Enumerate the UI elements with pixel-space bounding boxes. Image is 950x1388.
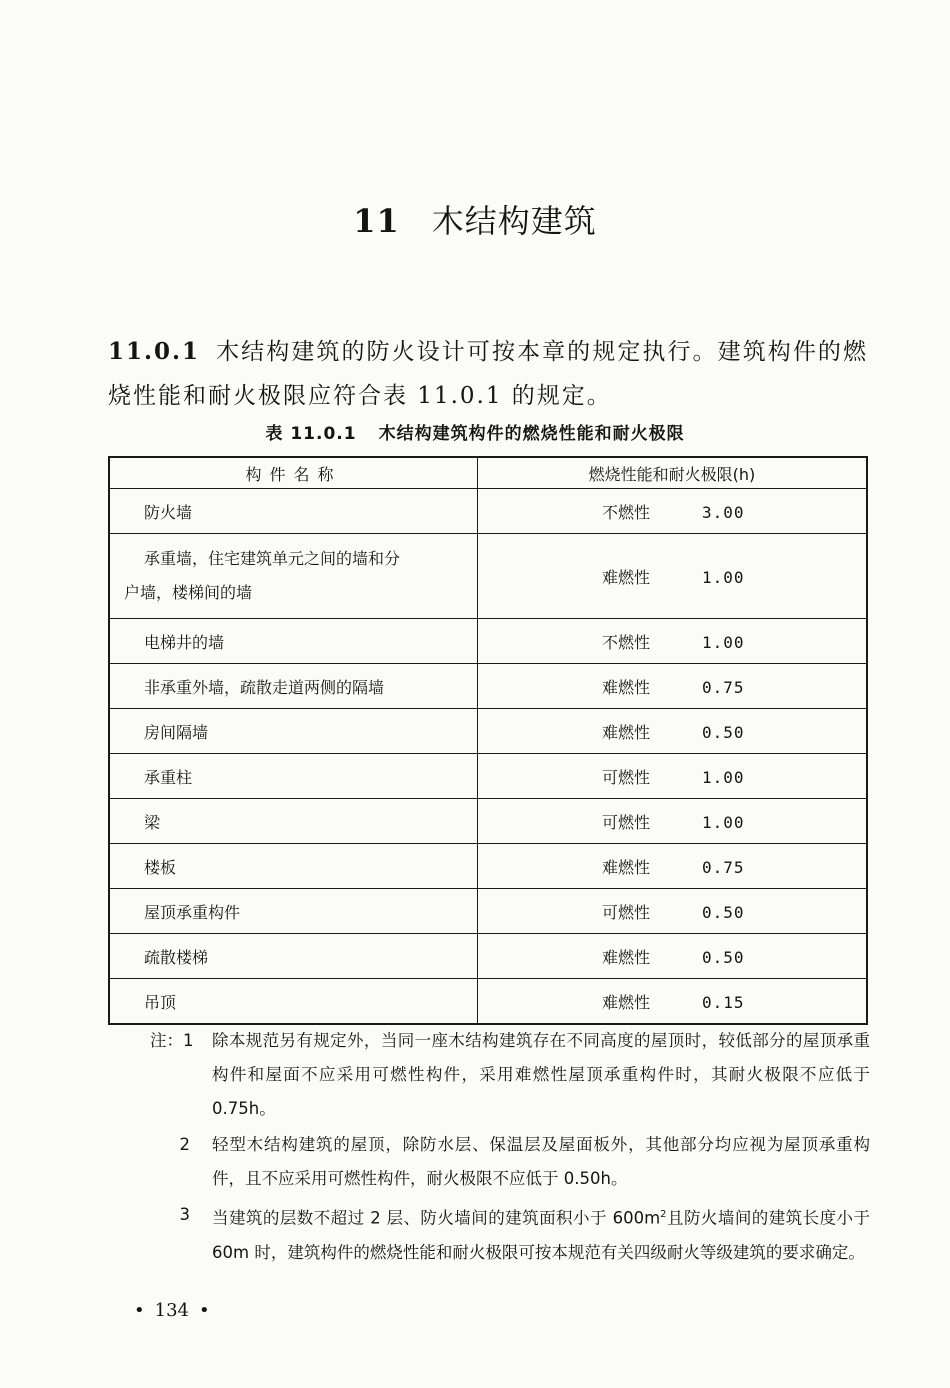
table-row [109,664,867,709]
combustibility-category: 难燃性 [602,947,651,967]
combustibility-category: 难燃性 [602,992,651,1012]
rating-cell [478,754,868,799]
rating-cell [478,489,868,534]
table-row [109,844,867,889]
chapter-name: 木结构建筑 [431,202,597,240]
component-name: 疏散楼梯 [109,934,478,979]
table-row [109,979,867,1025]
combustibility-category: 可燃性 [602,902,651,922]
fire-resistance-hours: 1.00 [702,567,745,587]
rating-cell [478,534,868,619]
fire-resistance-hours: 0.50 [702,902,745,922]
component-name: 防火墙 [109,489,478,534]
note-item [150,1128,870,1196]
table-row [109,799,867,844]
fire-resistance-hours: 0.75 [702,857,745,877]
component-name: 梁 [109,799,478,844]
note-item [150,1024,870,1126]
table-notes [150,1024,870,1270]
component-name: 承重柱 [109,754,478,799]
rating-cell [478,844,868,889]
table-row [109,709,867,754]
note-text: 轻型木结构建筑的屋顶，除防水层、保温层及屋面板外，其他部分均应视为屋顶承重构件，且不应采用可燃性构件，耐火极限不应低于 0.50h。 [212,1135,870,1188]
table-caption [0,419,950,444]
chapter-number: 11 [353,202,400,240]
component-name-line-2: 户墙，楼梯间的墙 [124,583,253,602]
component-name: 屋顶承重构件 [109,889,478,934]
page-bullet-right: • [198,1300,210,1321]
table-row [109,754,867,799]
rating-cell [478,979,868,1025]
combustibility-category: 难燃性 [602,677,651,697]
table-row [109,619,867,664]
rating-cell [478,934,868,979]
clause-text: 木结构建筑的防火设计可按本章的规定执行。建筑构件的燃烧性能和耐火极限应符合表 11.0.1 的规定。 [108,339,868,409]
clause-paragraph [108,330,868,418]
component-name: 楼板 [109,844,478,889]
fire-resistance-hours: 0.75 [702,677,745,697]
fire-rating-table [108,456,868,1025]
fire-resistance-hours: 0.15 [702,992,745,1012]
page-bullet-left: • [134,1300,145,1321]
rating-cell [478,709,868,754]
fire-resistance-hours: 0.50 [702,947,745,967]
note-text-after: 且防火墙间的建筑长度小于 60m 时，建筑构件的燃烧性能和耐火极限可按本规范有关四级耐火等级建筑的要求确定。 [212,1208,870,1262]
fire-resistance-hours: 3.00 [702,502,745,522]
note-label: 2 [179,1135,190,1154]
component-name: 房间隔墙 [109,709,478,754]
combustibility-category: 难燃性 [602,567,651,587]
header-fire-rating: 燃烧性能和耐火极限(h) [478,457,868,489]
combustibility-category: 难燃性 [602,722,651,742]
clause-number: 11.0.1 [108,338,201,365]
rating-cell [478,799,868,844]
note-text [212,1198,870,1270]
rating-cell [478,619,868,664]
combustibility-category: 可燃性 [602,767,651,787]
table-caption-number: 表 11.0.1 [265,424,357,444]
component-name [109,534,478,619]
fire-resistance-hours: 0.50 [702,722,745,742]
combustibility-category: 不燃性 [602,502,651,522]
header-component-name: 构件名称 [109,457,478,489]
component-name: 电梯井的墙 [109,619,478,664]
table-row [109,889,867,934]
rating-cell [478,889,868,934]
component-name-line-1: 承重墙，住宅建筑单元之间的墙和分 [144,549,401,568]
fire-resistance-hours: 1.00 [702,812,745,832]
component-name: 吊顶 [109,979,478,1025]
table-header-row [109,457,867,489]
table-row [109,489,867,534]
note-item [150,1198,870,1270]
note-label: 注：1 [150,1031,194,1050]
combustibility-category: 不燃性 [602,632,651,652]
table-row [109,534,867,619]
component-name: 非承重外墙，疏散走道两侧的隔墙 [109,664,478,709]
note-superscript: 2 [660,1209,667,1220]
table-caption-title: 木结构建筑构件的燃烧性能和耐火极限 [378,424,685,444]
page-footer [124,1300,220,1321]
table-row [109,934,867,979]
note-text: 除本规范另有规定外，当同一座木结构建筑存在不同高度的屋顶时，较低部分的屋顶承重构件和屋面不应采用可燃性构件，采用难燃性屋顶承重构件时，其耐火极限不应低于 0.75h。 [212,1031,870,1118]
fire-resistance-hours: 1.00 [702,632,745,652]
note-text-before: 当建筑的层数不超过 2 层、防火墙间的建筑面积小于 600m [212,1208,661,1228]
page-number: 134 [154,1300,189,1321]
fire-resistance-hours: 1.00 [702,767,745,787]
note-label: 3 [179,1205,190,1224]
combustibility-category: 难燃性 [602,857,651,877]
rating-cell [478,664,868,709]
chapter-title [0,196,950,242]
combustibility-category: 可燃性 [602,812,651,832]
